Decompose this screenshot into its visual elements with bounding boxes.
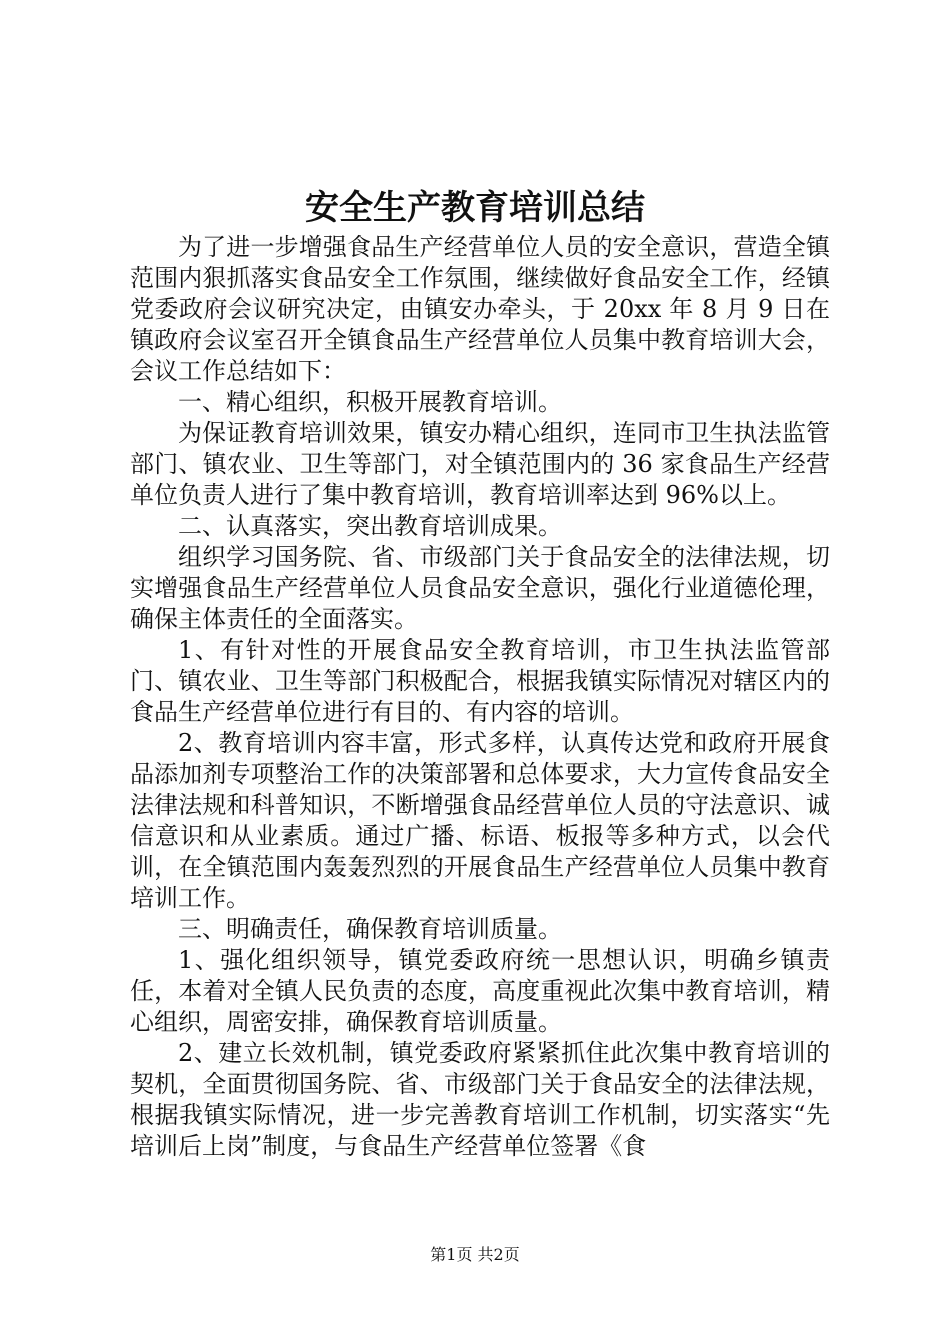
document-body (130, 232, 830, 1162)
paragraph: 为保证教育培训效果，镇安办精心组织，连同市卫生执法监管部门、镇农业、卫生等部门，对全镇范围内的 36 家食品生产经营单位负责人进行了集中教育培训，教育培训率达到 96%以上。 (130, 419, 830, 509)
section-heading-2: 二、认真落实，突出教育培训成果。 (178, 512, 562, 540)
paragraph-intro: 为了进一步增强食品生产经营单位人员的安全意识，营造全镇范围内狠抓落实食品安全工作氛围，继续做好食品安全工作，经镇党委政府会议研究决定，由镇安办牵头，于 20xx 年 8 月 9 日在镇政府会议室召开全镇食品生产经营单位人员集中教育培训大会，会议工作总结如下： (130, 233, 830, 385)
page-number-footer: 第1页 共2页 (430, 1245, 520, 1264)
paragraph: 1、强化组织领导，镇党委政府统一思想认识，明确乡镇责任，本着对全镇人民负责的态度，高度重视此次集中教育培训，精心组织，周密安排，确保教育培训质量。 (130, 946, 830, 1036)
paragraph: 2、教育培训内容丰富，形式多样，认真传达党和政府开展食品添加剂专项整治工作的决策部署和总体要求，大力宣传食品安全法律法规和科普知识，不断增强食品经营单位人员的守法意识、诚信意识和从业素质。通过广播、标语、板报等多种方式，以会代训，在全镇范围内轰轰烈烈的开展食品生产经营单位人员集中教育培训工作。 (130, 729, 830, 912)
paragraph: 2、建立长效机制，镇党委政府紧紧抓住此次集中教育培训的契机，全面贯彻国务院、省、市级部门关于食品安全的法律法规，根据我镇实际情况，进一步完善教育培训工作机制，切实落实“先培训后上岗”制度，与食品生产经营单位签署《食 (130, 1039, 830, 1160)
document-title: 安全生产教育培训总结 (305, 188, 645, 228)
section-heading-1: 一、精心组织，积极开展教育培训。 (178, 388, 562, 416)
section-heading-3: 三、明确责任，确保教育培训质量。 (178, 915, 562, 943)
paragraph: 1、有针对性的开展食品安全教育培训，市卫生执法监管部门、镇农业、卫生等部门积极配合，根据我镇实际情况对辖区内的食品生产经营单位进行有目的、有内容的培训。 (130, 636, 830, 726)
paragraph: 组织学习国务院、省、市级部门关于食品安全的法律法规，切实增强食品生产经营单位人员食品安全意识，强化行业道德伦理，确保主体责任的全面落实。 (130, 543, 830, 633)
